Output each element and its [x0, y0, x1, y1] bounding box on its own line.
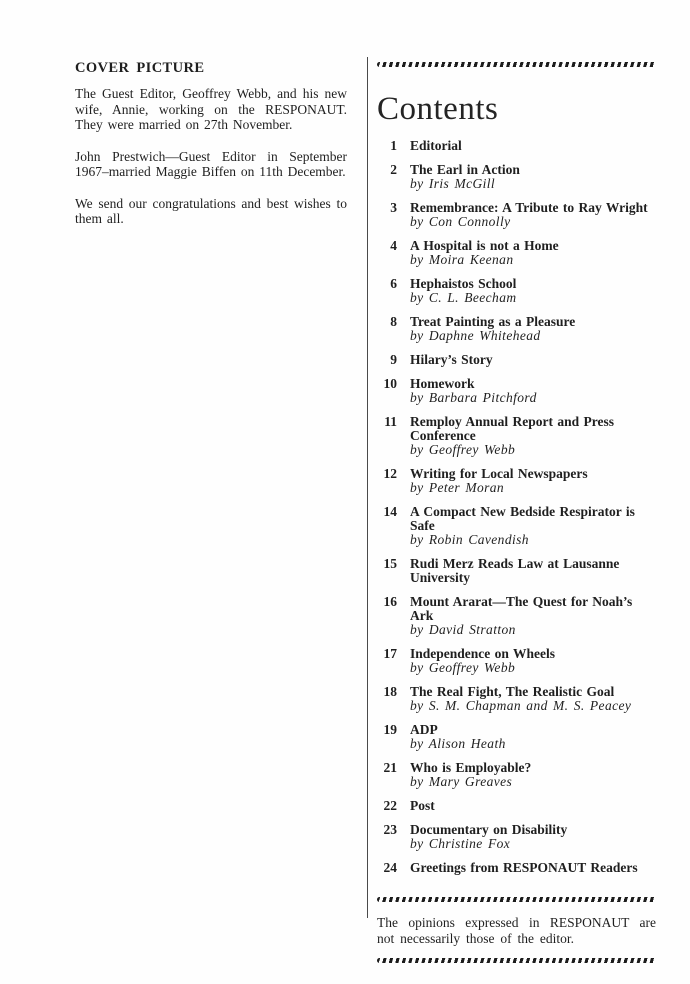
entry-page-number: 22 [383, 798, 397, 813]
cover-picture-heading: COVER PICTURE [75, 60, 205, 76]
entry-page-number: 9 [390, 352, 397, 367]
entry-page-number: 21 [383, 760, 397, 775]
contents-entry [377, 467, 656, 495]
entry-author: by Geoffrey Webb [410, 442, 516, 457]
contents-entry [377, 861, 656, 875]
entry-title: Remembrance: A Tribute to Ray Wright [410, 200, 648, 215]
contents-entry [377, 557, 656, 585]
contents-entry [377, 239, 656, 267]
contents-list [377, 139, 656, 875]
contents-entry [377, 685, 656, 713]
contents-entry [377, 761, 656, 789]
entry-title: Writing for Local Newspapers [410, 466, 588, 481]
entry-author: by Peter Moran [410, 480, 505, 495]
contents-entry [377, 823, 656, 851]
contents-section [377, 62, 656, 963]
entry-title: Rudi Merz Reads Law at Lausanne University [410, 556, 620, 585]
entry-body [410, 353, 656, 367]
entry-title: The Real Fight, The Realistic Goal [410, 684, 615, 699]
entry-body [410, 823, 656, 851]
entry-body [410, 685, 656, 713]
contents-entry [377, 315, 656, 343]
entry-title: Documentary on Disability [410, 822, 568, 837]
entry-author: by Christine Fox [410, 836, 511, 851]
entry-page-number: 1 [390, 138, 397, 153]
entry-page-number: 15 [383, 556, 397, 571]
entry-title: Mount Ararat—The Quest for Noah’s Ark [410, 594, 633, 623]
entry-page-number: 12 [383, 466, 397, 481]
entry-page-number: 24 [383, 860, 397, 875]
entry-title: Homework [410, 376, 475, 391]
entry-title: A Compact New Bedside Respirator is Safe [410, 504, 635, 533]
entry-page-number: 8 [390, 314, 397, 329]
entry-page-number: 17 [383, 646, 397, 661]
contents-entry [377, 415, 656, 457]
entry-body [410, 557, 656, 585]
entry-body [410, 239, 656, 267]
entry-body [410, 163, 656, 191]
entry-page-number: 11 [384, 414, 397, 429]
entry-page-number: 18 [383, 684, 397, 699]
decorative-rope-rule-top [377, 62, 656, 67]
entry-page-number: 2 [390, 162, 397, 177]
entry-author: by C. L. Beecham [410, 290, 517, 305]
entry-author: by Iris McGill [410, 176, 496, 191]
entry-body [410, 595, 656, 637]
contents-entry [377, 163, 656, 191]
entry-author: by S. M. Chapman and M. S. Peacey [410, 698, 632, 713]
entry-page-number: 10 [383, 376, 397, 391]
entry-author: by Daphne Whitehead [410, 328, 541, 343]
contents-entry [377, 647, 656, 675]
entry-author: by David Stratton [410, 622, 516, 637]
editor-note-block [377, 897, 656, 963]
cover-picture-paragraph-2: John Prestwich—Guest Editor in September 1967–married Maggie Biffen on 11th December. [75, 148, 347, 179]
entry-title: ADP [410, 722, 438, 737]
contents-entry [377, 799, 656, 813]
entry-author: by Moira Keenan [410, 252, 514, 267]
entry-title: Post [410, 798, 435, 813]
cover-picture-section [75, 61, 347, 243]
contents-entry [377, 277, 656, 305]
entry-author: by Robin Cavendish [410, 532, 529, 547]
entry-body [410, 861, 656, 875]
contents-entry [377, 201, 656, 229]
cover-picture-paragraph-3: We send our congratulations and best wishes to them all. [75, 195, 347, 226]
entry-body [410, 505, 656, 547]
entry-body [410, 467, 656, 495]
entry-title: Editorial [410, 138, 462, 153]
entry-title: Hilary’s Story [410, 352, 493, 367]
contents-entry [377, 505, 656, 547]
entry-page-number: 3 [390, 200, 397, 215]
entry-body [410, 277, 656, 305]
entry-body [410, 415, 656, 457]
entry-page-number: 19 [383, 722, 397, 737]
entry-title: Greetings from RESPONAUT Readers [410, 860, 638, 875]
entry-page-number: 4 [390, 238, 397, 253]
entry-body [410, 201, 656, 229]
entry-author: by Mary Greaves [410, 774, 513, 789]
decorative-rope-rule-middle [377, 897, 656, 902]
decorative-rope-rule-bottom [377, 958, 656, 963]
cover-picture-paragraph-1: The Guest Editor, Geoffrey Webb, and his new wife, Annie, working on the RESPONAUT. They were married on 27th November. [75, 86, 347, 132]
contents-entry [377, 353, 656, 367]
entry-body [410, 377, 656, 405]
entry-page-number: 14 [383, 504, 397, 519]
entry-title: Hephaistos School [410, 276, 517, 291]
entry-title: Remploy Annual Report and Press Conference [410, 414, 615, 443]
entry-title: A Hospital is not a Home [410, 238, 559, 253]
editor-opinions-note: The opinions expressed in RESPONAUT are not necessarily those of the editor. [377, 915, 656, 946]
entry-page-number: 6 [390, 276, 397, 291]
entry-body [410, 647, 656, 675]
entry-title: Independence on Wheels [410, 646, 556, 661]
column-divider-rule [367, 57, 368, 918]
entry-author: by Con Connolly [410, 214, 511, 229]
entry-body [410, 799, 656, 813]
entry-title: Treat Painting as a Pleasure [410, 314, 576, 329]
entry-body [410, 723, 656, 751]
entry-author: by Alison Heath [410, 736, 506, 751]
entry-title: Who is Employable? [410, 760, 532, 775]
entry-body [410, 761, 656, 789]
entry-body [410, 315, 656, 343]
entry-page-number: 16 [383, 594, 397, 609]
contents-entry [377, 723, 656, 751]
entry-body [410, 139, 656, 153]
contents-entry [377, 595, 656, 637]
contents-title: Contents [377, 91, 499, 127]
entry-title: The Earl in Action [410, 162, 520, 177]
entry-page-number: 23 [383, 822, 397, 837]
entry-author: by Geoffrey Webb [410, 660, 516, 675]
contents-entry [377, 377, 656, 405]
entry-author: by Barbara Pitchford [410, 390, 537, 405]
contents-entry [377, 139, 656, 153]
